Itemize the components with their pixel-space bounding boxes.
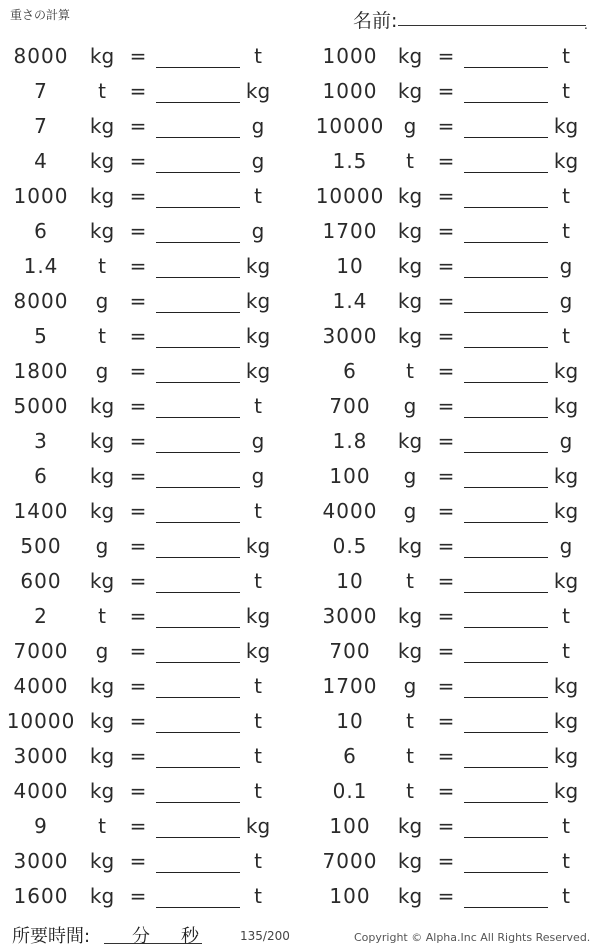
given-value: 1700: [322, 219, 378, 243]
given-value: 1800: [13, 359, 69, 383]
target-unit: kg: [553, 149, 579, 173]
answer-blank[interactable]: [156, 242, 240, 243]
problem-row: [0, 809, 600, 844]
given-value: 0.5: [332, 534, 368, 558]
time-label: 所要時間:: [12, 926, 91, 947]
given-value: 1700: [322, 674, 378, 698]
target-unit: t: [254, 744, 262, 768]
target-unit: g: [559, 429, 573, 453]
from-unit: kg: [397, 849, 423, 873]
from-unit: g: [95, 639, 109, 663]
from-unit: g: [95, 289, 109, 313]
from-unit: g: [403, 674, 417, 698]
equals-sign: =: [129, 114, 147, 138]
answer-blank[interactable]: [464, 277, 548, 278]
equals-sign: =: [129, 779, 147, 803]
from-unit: kg: [89, 114, 115, 138]
from-unit: t: [406, 149, 414, 173]
equals-sign: =: [129, 884, 147, 908]
from-unit: kg: [397, 604, 423, 628]
given-value: 3000: [13, 744, 69, 768]
given-value: 1600: [13, 884, 69, 908]
target-unit: t: [254, 849, 262, 873]
answer-blank[interactable]: [464, 767, 548, 768]
target-unit: t: [562, 814, 570, 838]
equals-sign: =: [437, 604, 455, 628]
answer-blank[interactable]: [156, 697, 240, 698]
given-value: 6: [343, 744, 357, 768]
target-unit: kg: [553, 114, 579, 138]
target-unit: t: [254, 674, 262, 698]
equals-sign: =: [437, 814, 455, 838]
answer-blank[interactable]: [156, 522, 240, 523]
from-unit: t: [98, 79, 106, 103]
name-field-dot: .: [584, 18, 588, 32]
equals-sign: =: [129, 184, 147, 208]
answer-blank[interactable]: [156, 382, 240, 383]
target-unit: t: [254, 394, 262, 418]
problem-row: [0, 319, 600, 354]
problem-row: [0, 459, 600, 494]
from-unit: t: [406, 359, 414, 383]
problem-row: [0, 179, 600, 214]
page-number: 135/200: [240, 929, 290, 943]
equals-sign: =: [437, 114, 455, 138]
from-unit: kg: [397, 184, 423, 208]
from-unit: kg: [397, 324, 423, 348]
problem-row: [0, 354, 600, 389]
equals-sign: =: [437, 569, 455, 593]
answer-blank[interactable]: [464, 907, 548, 908]
target-unit: kg: [553, 499, 579, 523]
target-unit: t: [254, 44, 262, 68]
answer-blank[interactable]: [464, 452, 548, 453]
equals-sign: =: [437, 744, 455, 768]
from-unit: kg: [397, 639, 423, 663]
given-value: 9: [34, 814, 48, 838]
given-value: 1000: [322, 79, 378, 103]
target-unit: g: [251, 464, 265, 488]
given-value: 3000: [322, 604, 378, 628]
answer-blank[interactable]: [464, 872, 548, 873]
problem-row: [0, 634, 600, 669]
from-unit: kg: [89, 499, 115, 523]
problem-row: [0, 599, 600, 634]
given-value: 8000: [13, 44, 69, 68]
target-unit: kg: [245, 79, 271, 103]
answer-blank[interactable]: [464, 802, 548, 803]
given-value: 4000: [13, 779, 69, 803]
target-unit: kg: [553, 744, 579, 768]
problem-row: [0, 704, 600, 739]
equals-sign: =: [129, 499, 147, 523]
given-value: 3000: [322, 324, 378, 348]
target-unit: g: [559, 534, 573, 558]
equals-sign: =: [129, 44, 147, 68]
target-unit: t: [562, 604, 570, 628]
answer-blank[interactable]: [464, 487, 548, 488]
given-value: 4000: [322, 499, 378, 523]
problem-row: [0, 844, 600, 879]
answer-blank[interactable]: [156, 767, 240, 768]
answer-blank[interactable]: [464, 627, 548, 628]
equals-sign: =: [437, 359, 455, 383]
equals-sign: =: [437, 44, 455, 68]
seconds-label: 秒: [181, 926, 199, 947]
given-value: 3: [34, 429, 48, 453]
given-value: 1.4: [23, 254, 59, 278]
target-unit: kg: [245, 814, 271, 838]
from-unit: kg: [397, 254, 423, 278]
equals-sign: =: [129, 639, 147, 663]
equals-sign: =: [437, 639, 455, 663]
target-unit: t: [562, 44, 570, 68]
answer-blank[interactable]: [156, 557, 240, 558]
equals-sign: =: [129, 674, 147, 698]
answer-blank[interactable]: [464, 347, 548, 348]
equals-sign: =: [437, 674, 455, 698]
from-unit: g: [403, 464, 417, 488]
given-value: 6: [34, 219, 48, 243]
from-unit: kg: [89, 884, 115, 908]
given-value: 100: [329, 814, 371, 838]
answer-blank[interactable]: [464, 557, 548, 558]
given-value: 1000: [322, 44, 378, 68]
target-unit: t: [254, 779, 262, 803]
equals-sign: =: [437, 219, 455, 243]
given-value: 10000: [315, 184, 385, 208]
target-unit: kg: [553, 709, 579, 733]
from-unit: t: [98, 814, 106, 838]
equals-sign: =: [437, 254, 455, 278]
answer-blank[interactable]: [156, 802, 240, 803]
target-unit: t: [562, 849, 570, 873]
target-unit: t: [254, 184, 262, 208]
from-unit: kg: [89, 219, 115, 243]
target-unit: t: [254, 569, 262, 593]
from-unit: kg: [89, 149, 115, 173]
given-value: 8000: [13, 289, 69, 313]
answer-blank[interactable]: [156, 872, 240, 873]
target-unit: t: [562, 184, 570, 208]
from-unit: t: [406, 709, 414, 733]
answer-blank[interactable]: [464, 522, 548, 523]
given-value: 7: [34, 114, 48, 138]
answer-blank[interactable]: [156, 487, 240, 488]
answer-blank[interactable]: [464, 382, 548, 383]
from-unit: kg: [397, 219, 423, 243]
equals-sign: =: [437, 79, 455, 103]
given-value: 10: [336, 569, 364, 593]
answer-blank[interactable]: [156, 907, 240, 908]
equals-sign: =: [437, 149, 455, 173]
target-unit: kg: [245, 289, 271, 313]
name-label: 名前:: [353, 10, 398, 32]
answer-blank[interactable]: [156, 347, 240, 348]
problem-row: [0, 774, 600, 809]
target-unit: kg: [245, 604, 271, 628]
equals-sign: =: [129, 814, 147, 838]
target-unit: t: [254, 499, 262, 523]
answer-blank[interactable]: [464, 312, 548, 313]
answer-blank[interactable]: [156, 67, 240, 68]
equals-sign: =: [129, 79, 147, 103]
given-value: 10000: [315, 114, 385, 138]
given-value: 1.5: [332, 149, 368, 173]
target-unit: t: [562, 324, 570, 348]
from-unit: t: [406, 744, 414, 768]
target-unit: t: [254, 884, 262, 908]
equals-sign: =: [129, 744, 147, 768]
equals-sign: =: [437, 849, 455, 873]
equals-sign: =: [437, 324, 455, 348]
target-unit: t: [254, 709, 262, 733]
given-value: 5: [34, 324, 48, 348]
answer-blank[interactable]: [156, 312, 240, 313]
from-unit: g: [403, 499, 417, 523]
from-unit: kg: [89, 184, 115, 208]
target-unit: g: [251, 429, 265, 453]
target-unit: t: [562, 79, 570, 103]
given-value: 1.8: [332, 429, 368, 453]
equals-sign: =: [437, 289, 455, 313]
answer-blank[interactable]: [464, 137, 548, 138]
target-unit: kg: [553, 464, 579, 488]
equals-sign: =: [437, 394, 455, 418]
minutes-label: 分: [132, 926, 150, 947]
from-unit: kg: [397, 44, 423, 68]
target-unit: kg: [245, 534, 271, 558]
equals-sign: =: [437, 779, 455, 803]
target-unit: t: [562, 219, 570, 243]
target-unit: t: [562, 884, 570, 908]
given-value: 5000: [13, 394, 69, 418]
given-value: 100: [329, 464, 371, 488]
given-value: 1000: [13, 184, 69, 208]
from-unit: kg: [397, 884, 423, 908]
answer-blank[interactable]: [156, 207, 240, 208]
answer-blank[interactable]: [464, 417, 548, 418]
answer-blank[interactable]: [464, 207, 548, 208]
equals-sign: =: [129, 709, 147, 733]
answer-blank[interactable]: [464, 732, 548, 733]
answer-blank[interactable]: [464, 592, 548, 593]
target-unit: g: [559, 254, 573, 278]
given-value: 6: [34, 464, 48, 488]
target-unit: kg: [553, 779, 579, 803]
from-unit: t: [406, 569, 414, 593]
answer-blank[interactable]: [156, 627, 240, 628]
equals-sign: =: [129, 849, 147, 873]
equals-sign: =: [437, 464, 455, 488]
target-unit: kg: [553, 569, 579, 593]
answer-blank[interactable]: [464, 697, 548, 698]
given-value: 10000: [6, 709, 76, 733]
equals-sign: =: [129, 149, 147, 173]
given-value: 700: [329, 639, 371, 663]
target-unit: g: [559, 289, 573, 313]
from-unit: kg: [89, 849, 115, 873]
from-unit: g: [403, 394, 417, 418]
from-unit: kg: [89, 429, 115, 453]
from-unit: kg: [89, 709, 115, 733]
equals-sign: =: [437, 884, 455, 908]
given-value: 10: [336, 709, 364, 733]
answer-blank[interactable]: [156, 732, 240, 733]
given-value: 4: [34, 149, 48, 173]
from-unit: kg: [397, 814, 423, 838]
problem-row: [0, 879, 600, 914]
answer-blank[interactable]: [464, 172, 548, 173]
from-unit: t: [98, 324, 106, 348]
equals-sign: =: [437, 429, 455, 453]
equals-sign: =: [129, 429, 147, 453]
answer-blank[interactable]: [156, 417, 240, 418]
equals-sign: =: [129, 534, 147, 558]
from-unit: kg: [397, 534, 423, 558]
copyright-text: Copyright © Alpha.Inc All Rights Reserved.: [354, 931, 591, 944]
target-unit: kg: [245, 324, 271, 348]
from-unit: t: [406, 779, 414, 803]
answer-blank[interactable]: [156, 452, 240, 453]
target-unit: kg: [553, 674, 579, 698]
equals-sign: =: [129, 569, 147, 593]
answer-blank[interactable]: [464, 837, 548, 838]
from-unit: t: [98, 604, 106, 628]
given-value: 7000: [13, 639, 69, 663]
problem-row: [0, 74, 600, 109]
name-field-line[interactable]: [398, 25, 586, 26]
from-unit: kg: [397, 289, 423, 313]
equals-sign: =: [437, 184, 455, 208]
from-unit: g: [95, 534, 109, 558]
answer-blank[interactable]: [464, 67, 548, 68]
problem-row: [0, 214, 600, 249]
problem-row: [0, 39, 600, 74]
problem-row: [0, 144, 600, 179]
from-unit: t: [98, 254, 106, 278]
problem-row: [0, 494, 600, 529]
equals-sign: =: [129, 254, 147, 278]
from-unit: kg: [89, 569, 115, 593]
equals-sign: =: [129, 604, 147, 628]
target-unit: g: [251, 149, 265, 173]
equals-sign: =: [437, 499, 455, 523]
target-unit: kg: [553, 394, 579, 418]
given-value: 500: [20, 534, 62, 558]
equals-sign: =: [437, 709, 455, 733]
given-value: 6: [343, 359, 357, 383]
from-unit: kg: [89, 44, 115, 68]
from-unit: kg: [89, 779, 115, 803]
answer-blank[interactable]: [464, 242, 548, 243]
from-unit: kg: [397, 79, 423, 103]
answer-blank[interactable]: [156, 592, 240, 593]
target-unit: kg: [245, 254, 271, 278]
target-unit: g: [251, 219, 265, 243]
target-unit: kg: [245, 639, 271, 663]
given-value: 7000: [322, 849, 378, 873]
given-value: 3000: [13, 849, 69, 873]
target-unit: kg: [553, 359, 579, 383]
problem-row: [0, 284, 600, 319]
answer-blank[interactable]: [156, 137, 240, 138]
problem-row: [0, 529, 600, 564]
problem-row: [0, 564, 600, 599]
problem-row: [0, 739, 600, 774]
problem-row: [0, 669, 600, 704]
target-unit: kg: [245, 359, 271, 383]
given-value: 4000: [13, 674, 69, 698]
from-unit: kg: [89, 464, 115, 488]
given-value: 10: [336, 254, 364, 278]
given-value: 700: [329, 394, 371, 418]
problem-row: [0, 424, 600, 459]
given-value: 1400: [13, 499, 69, 523]
from-unit: g: [403, 114, 417, 138]
problem-row: [0, 249, 600, 284]
target-unit: t: [562, 639, 570, 663]
answer-blank[interactable]: [464, 662, 548, 663]
equals-sign: =: [129, 394, 147, 418]
equals-sign: =: [129, 324, 147, 348]
given-value: 0.1: [332, 779, 368, 803]
equals-sign: =: [129, 359, 147, 383]
answer-blank[interactable]: [156, 662, 240, 663]
from-unit: kg: [89, 394, 115, 418]
from-unit: kg: [89, 674, 115, 698]
given-value: 600: [20, 569, 62, 593]
answer-blank[interactable]: [464, 102, 548, 103]
equals-sign: =: [129, 219, 147, 243]
answer-blank[interactable]: [156, 102, 240, 103]
given-value: 1.4: [332, 289, 368, 313]
problem-row: [0, 109, 600, 144]
problem-row: [0, 389, 600, 424]
given-value: 7: [34, 79, 48, 103]
worksheet-title: 重さの計算: [10, 8, 71, 22]
target-unit: g: [251, 114, 265, 138]
equals-sign: =: [129, 464, 147, 488]
answer-blank[interactable]: [156, 837, 240, 838]
from-unit: g: [95, 359, 109, 383]
answer-blank[interactable]: [156, 277, 240, 278]
answer-blank[interactable]: [156, 172, 240, 173]
given-value: 100: [329, 884, 371, 908]
given-value: 2: [34, 604, 48, 628]
equals-sign: =: [437, 534, 455, 558]
from-unit: kg: [89, 744, 115, 768]
equals-sign: =: [129, 289, 147, 313]
from-unit: kg: [397, 429, 423, 453]
